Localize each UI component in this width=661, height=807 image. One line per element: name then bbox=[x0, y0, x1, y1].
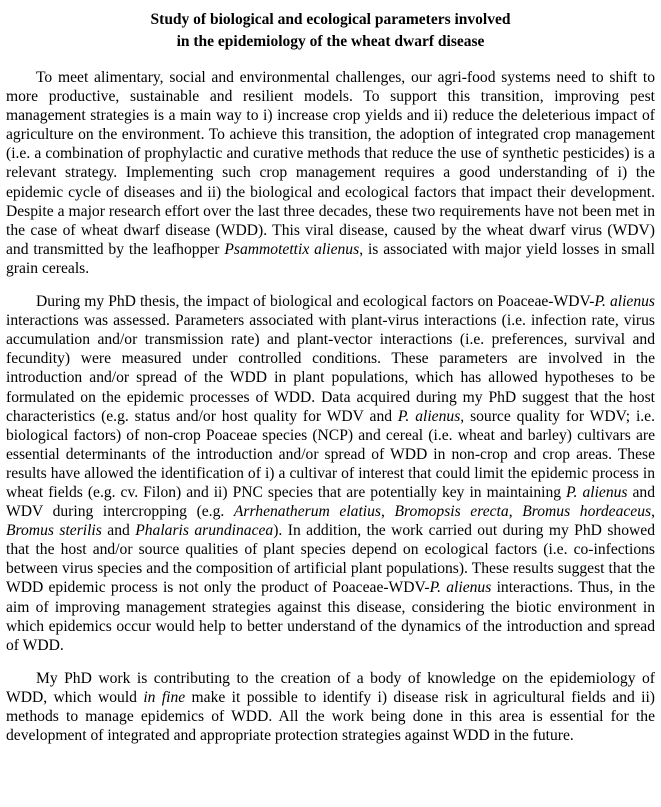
paragraph-text: , source quality for WDV; i.e. biological factors) of non-crop Poaceae species (NCP) and cereal (i.e. wheat and barley) cultivars are essential determinants of the introduction and/or spread of WDD in non-crop and crop areas. These results have allowed the identification of i) a cultivar of interest that could limit the epidemic process in wheat fields (e.g. cv. Filon) and ii) PNC species that are potentially key in maintaining bbox=[6, 407, 655, 501]
species-name: Arrhenatherum elatius bbox=[233, 503, 381, 521]
paragraph-text: and WDV during intercropping (e.g. bbox=[6, 483, 655, 521]
title-line-2: in the epidemiology of the wheat dwarf disease bbox=[176, 33, 485, 50]
document-title bbox=[6, 9, 655, 53]
species-name: Bromus sterilis bbox=[6, 522, 102, 540]
paragraph-3 bbox=[6, 669, 655, 745]
species-name: P. alienus bbox=[566, 483, 628, 501]
paragraph-text: and bbox=[101, 522, 136, 540]
paragraph-text: During my PhD thesis, the impact of biological and ecological factors on Poaceae-WDV- bbox=[36, 293, 595, 311]
species-name: Psammotettix alienus bbox=[224, 240, 360, 258]
paragraph-text: , bbox=[381, 503, 395, 521]
species-name: P. alienus bbox=[429, 579, 492, 597]
paragraph-text: My PhD work is contributing to the creation of a body of knowledge on the epidemiology of WDD, which would bbox=[6, 669, 655, 706]
paragraph-text: interactions. Thus, in the aim of improving management strategies against this disease, considering the biotic environment in which epidemics occur would help to better understand of the dynamics of the introduction and spread of WDD. bbox=[6, 579, 655, 654]
paragraph-text: make it possible to identify i) disease risk in agricultural fields and ii) methods to manage epidemics of WDD. All the work being done in this area is essential for the development of integrated and appropriate protection strategies against WDD in the future. bbox=[6, 688, 655, 745]
species-name: Bromus hordeaceus bbox=[522, 503, 652, 521]
latin-phrase: in fine bbox=[143, 688, 186, 706]
title-line-1: Study of biological and ecological parameters involved bbox=[150, 11, 511, 28]
species-name: Bromopsis erecta bbox=[394, 503, 509, 521]
species-name: P. alienus bbox=[397, 407, 461, 425]
species-name: P. alienus bbox=[594, 293, 656, 311]
paragraph-text: interactions was assessed. Parameters associated with plant-virus interactions (i.e. infection rate, virus accumulation and/or transmission rate) and plant-vector interactions (i.e. preferences, survival and fecundity) were measured under controlled conditions. These parameters are involved in the introduction and/or spread of the WDD in plant populations, which has allowed hypotheses to be formulated on the epidemic processes of WDD. Data acquired during my PhD suggest that the host characteristics (e.g. status and/or host quality for WDV and bbox=[6, 312, 655, 425]
paragraph-text: ). In addition, the work carried out during my PhD showed that the host and/or source qualities of plant species depend on ecological factors (i.e. co-infections between virus species and the composition of artificial plant populations). These results suggest that the WDD epidemic process is not only the product of Poaceae-WDV- bbox=[6, 522, 655, 597]
paragraph-text: , bbox=[508, 503, 523, 521]
paragraph-1 bbox=[6, 68, 655, 278]
paragraph-text: , is associated with major yield losses in small grain cereals. bbox=[6, 240, 656, 277]
paragraph-text: To meet alimentary, social and environmental challenges, our agri-food systems need to shift to more productive, sustainable and resilient models. To support this transition, improving pest management strategies is a main way to i) increase crop yields and ii) reduce the deleterious impact of agriculture on the environment. To achieve this transition, the adoption of integrated crop management (i.e. a combination of prophylactic and curative methods that reduce the use of synthetic pesticides) is a relevant strategy. Implementing such crop management requires a good understanding of i) the epidemic cycle of diseases and ii) the biological and ecological factors that impact their development. Despite a major research effort over the last three decades, these two requirements have not been met in the case of wheat dwarf disease (WDD). This viral disease, caused by the wheat dwarf virus (WDV) and transmitted by the leafhopper bbox=[6, 69, 655, 258]
paragraph-text: , bbox=[651, 503, 655, 521]
paragraph-2 bbox=[6, 292, 655, 655]
species-name: Phalaris arundinacea bbox=[135, 522, 274, 540]
